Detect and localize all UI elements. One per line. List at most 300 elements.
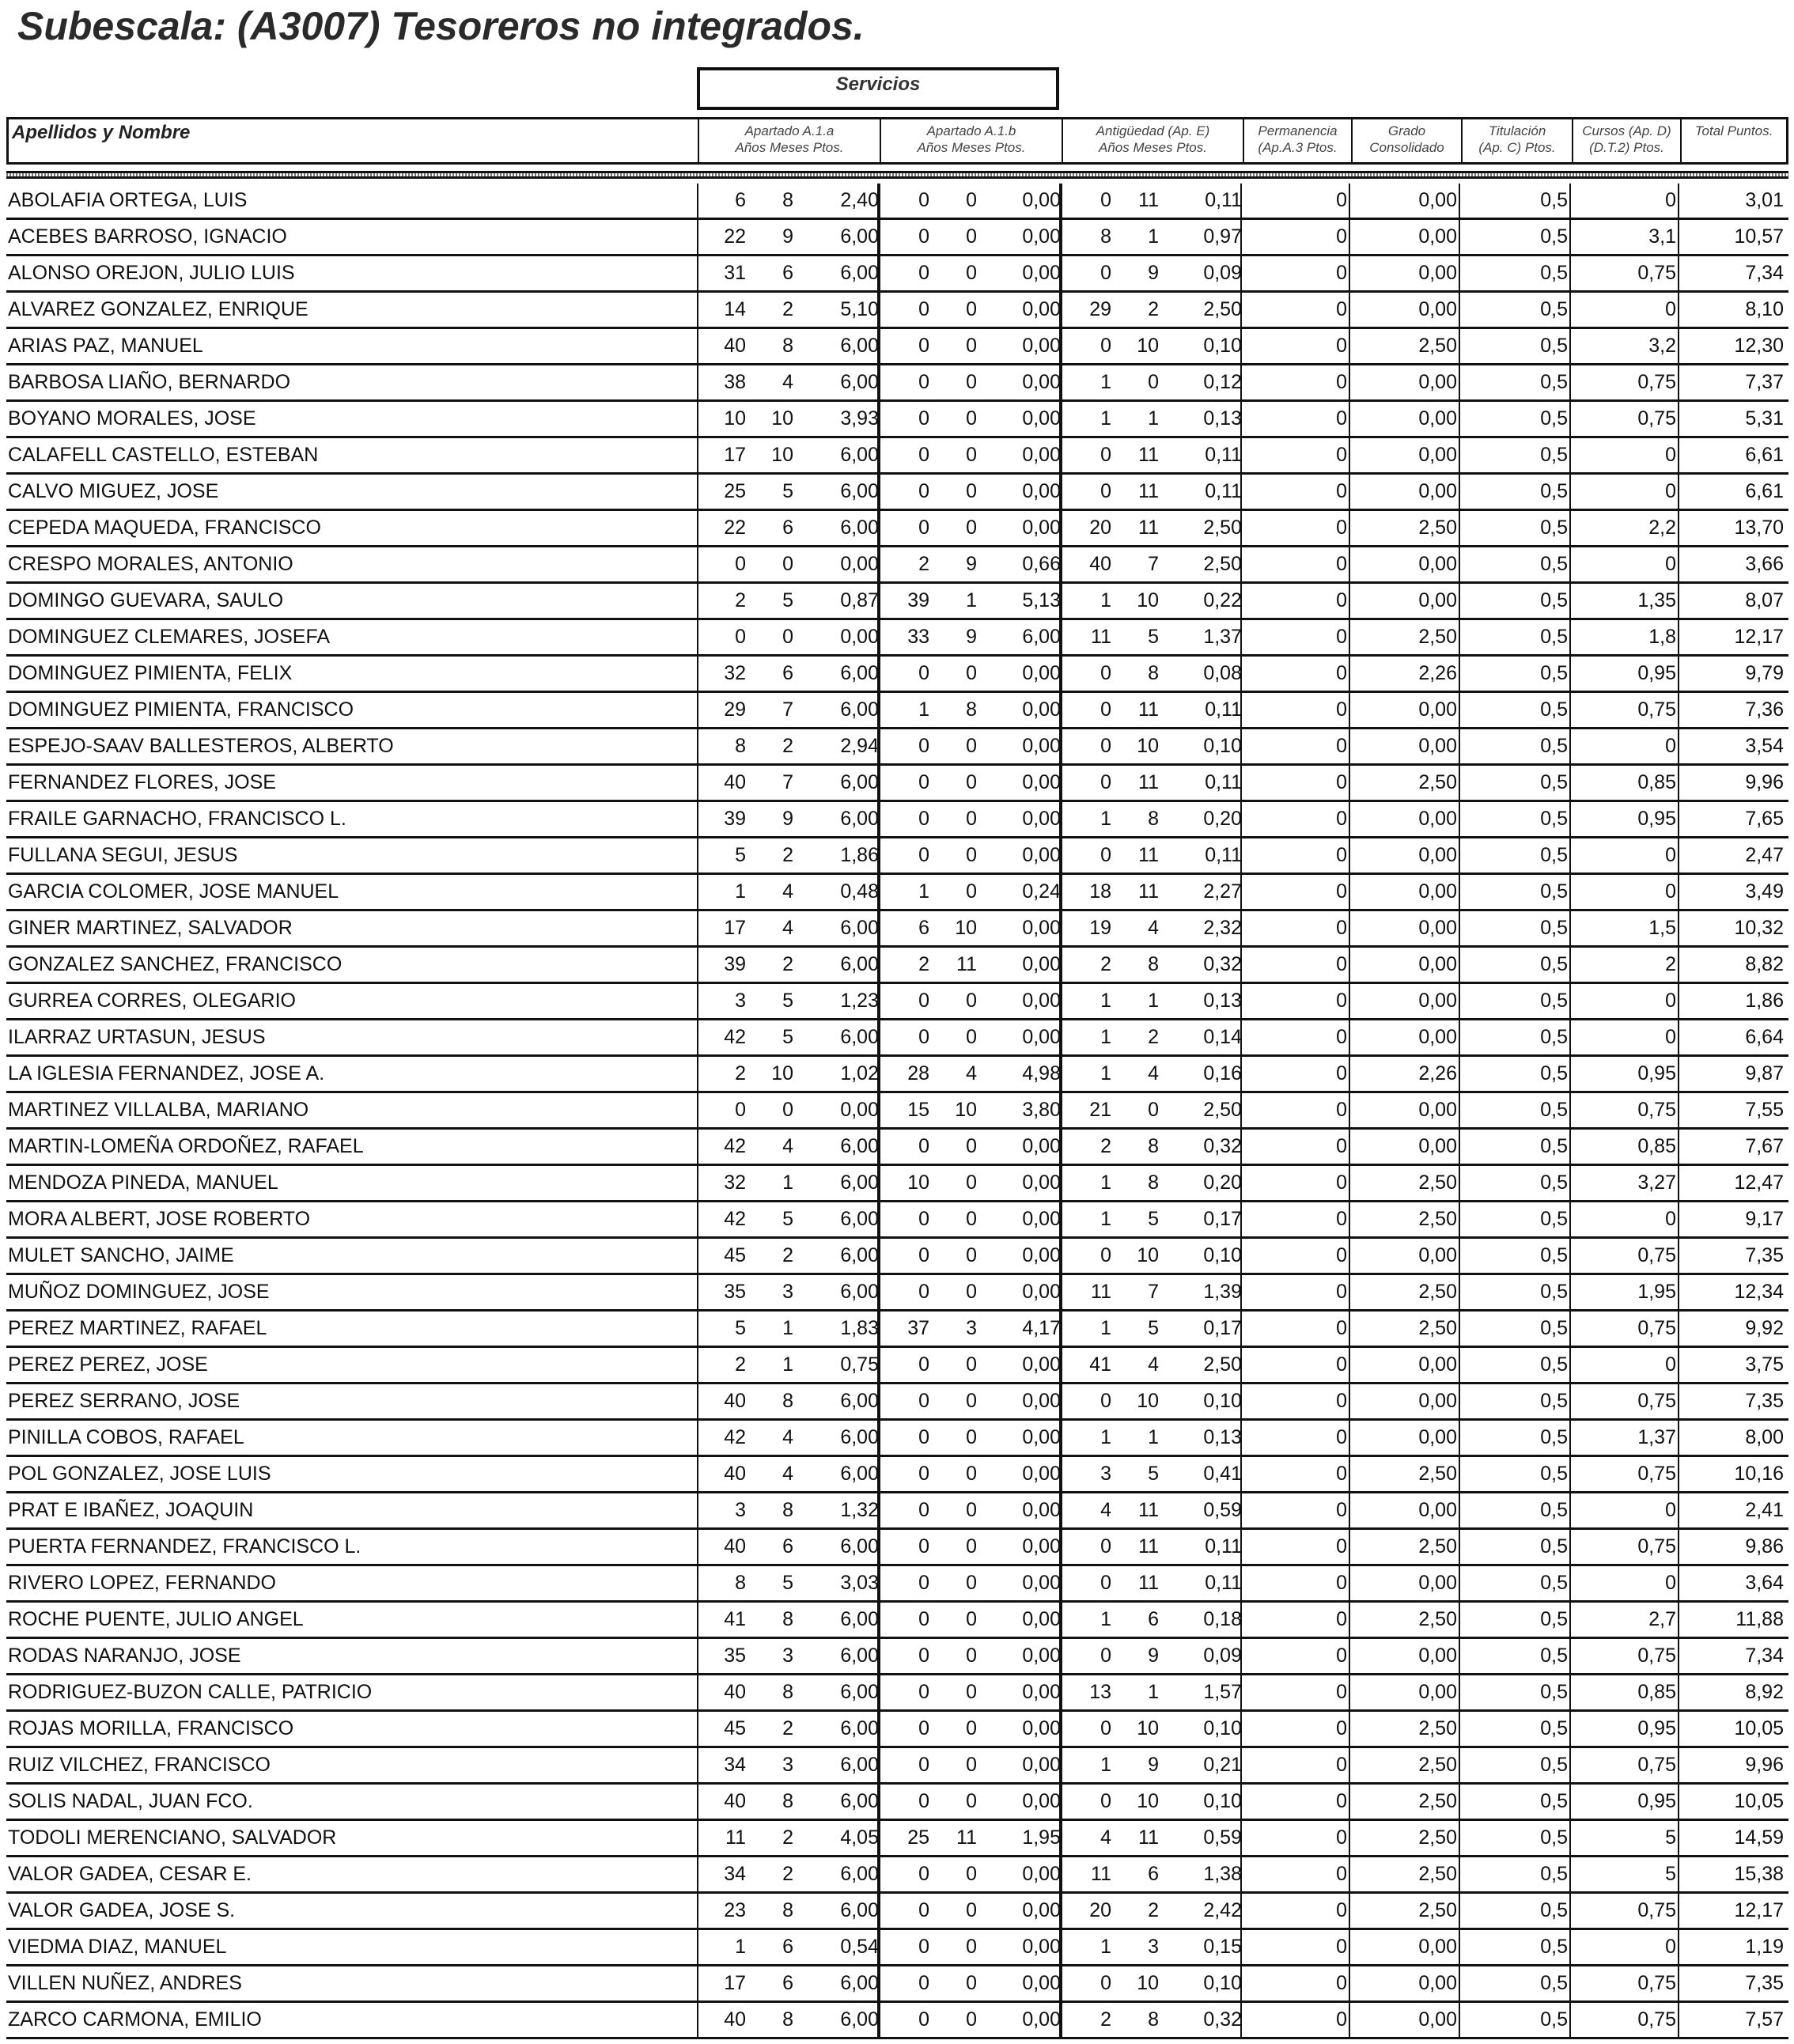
cell-perm: 0: [1336, 844, 1347, 866]
cell-group-a: [697, 1603, 879, 1637]
cell-a-ptos: 5,10: [840, 298, 879, 320]
table-row: [6, 1130, 1788, 1166]
cell-group-b: [879, 1675, 1061, 1709]
table-row: [6, 2003, 1788, 2039]
cell-total: 6,61: [1745, 444, 1784, 466]
cell-grado: 0,00: [1418, 698, 1457, 721]
cell-total: 1,19: [1745, 1936, 1784, 1958]
cell-grado: 0,00: [1418, 262, 1457, 284]
cell-group-e: [1061, 2003, 1242, 2037]
cell-e-meses: 10: [1137, 735, 1159, 757]
cell-name: SOLIS NADAL, JUAN FCO.: [8, 1790, 253, 1812]
header-perm-line1: Permanencia: [1258, 123, 1338, 138]
cell-perm: 0: [1336, 553, 1347, 575]
cell-a-ptos: 6,00: [840, 1645, 879, 1667]
cell-perm: 0: [1336, 808, 1347, 830]
table-row: [6, 911, 1788, 948]
cell-perm: 0: [1336, 189, 1347, 211]
cell-e-anos: 0: [1100, 1972, 1111, 1994]
cell-cursos: 3,27: [1637, 1172, 1676, 1194]
cell-e-meses: 7: [1148, 553, 1159, 575]
cell-tit: 0,5: [1540, 990, 1568, 1012]
cell-b-ptos: 0,00: [1022, 225, 1061, 248]
cell-group-b: [879, 256, 1061, 290]
cell-e-meses: 7: [1148, 1281, 1159, 1303]
table-row: [6, 1748, 1788, 1785]
cell-total: 7,67: [1745, 1135, 1784, 1157]
cell-total: 10,57: [1734, 225, 1784, 248]
cell-name: CEPEDA MAQUEDA, FRANCISCO: [8, 517, 321, 539]
cell-a-ptos: 4,05: [840, 1826, 879, 1849]
cell-cursos: 0,75: [1637, 407, 1676, 430]
header-total-puntos: [1682, 119, 1786, 162]
cell-grado: 0,00: [1418, 407, 1457, 430]
cell-group-a: [697, 1348, 879, 1382]
cell-grado: 2,26: [1418, 662, 1457, 684]
cell-tit: 0,5: [1540, 1899, 1568, 1921]
cell-a-ptos: 6,00: [840, 517, 879, 539]
cell-group-b: [879, 1348, 1061, 1382]
cell-e-ptos: 0,14: [1203, 1026, 1242, 1048]
cell-group-e: [1061, 1712, 1242, 1746]
cell-a-anos: 40: [724, 335, 746, 357]
cell-group-a: [697, 1130, 879, 1164]
cell-group-e: [1061, 1785, 1242, 1819]
cell-b-anos: 15: [907, 1099, 929, 1121]
cell-grado: 2,50: [1418, 771, 1457, 793]
cell-e-anos: 0: [1100, 1717, 1111, 1739]
cell-grado: 2,26: [1418, 1062, 1457, 1084]
cell-grado: 2,50: [1418, 1463, 1457, 1485]
cell-perm: 0: [1336, 1099, 1347, 1121]
cell-a-anos: 39: [724, 953, 746, 975]
cell-grado: 2,50: [1418, 626, 1457, 648]
cell-b-meses: 0: [966, 262, 977, 284]
cell-group-b: [879, 1857, 1061, 1891]
cell-group-b: [879, 1130, 1061, 1164]
cell-a-anos: 2: [735, 1062, 746, 1084]
cell-e-anos: 4: [1100, 1826, 1111, 1849]
cell-a-anos: 29: [724, 698, 746, 721]
cell-perm: 0: [1336, 1972, 1347, 1994]
cell-group-b: [879, 1493, 1061, 1527]
cell-a-ptos: 0,54: [840, 1936, 879, 1958]
table-row: [6, 1421, 1788, 1457]
cell-a-ptos: 6,00: [840, 1244, 879, 1266]
cell-a-meses: 8: [782, 189, 793, 211]
cell-cursos: 0: [1665, 1572, 1676, 1594]
cell-perm: 0: [1336, 1426, 1347, 1448]
cell-e-anos: 21: [1089, 1099, 1111, 1121]
cell-group-a: [697, 1312, 879, 1346]
cell-a-anos: 25: [724, 480, 746, 502]
cell-a-anos: 42: [724, 1135, 746, 1157]
cell-grado: 2,50: [1418, 335, 1457, 357]
cell-total: 8,07: [1745, 589, 1784, 611]
cell-cursos: 0: [1665, 735, 1676, 757]
cell-tit: 0,5: [1540, 1208, 1568, 1230]
cell-grado: 2,50: [1418, 1608, 1457, 1630]
cell-b-meses: 0: [966, 1426, 977, 1448]
cell-tit: 0,5: [1540, 1608, 1568, 1630]
table-row: [6, 1675, 1788, 1712]
cell-b-meses: 10: [955, 1099, 977, 1121]
cell-b-ptos: 0,00: [1022, 1281, 1061, 1303]
cell-a-meses: 8: [782, 1390, 793, 1412]
cell-name: ALVAREZ GONZALEZ, ENRIQUE: [8, 298, 308, 320]
cell-name: CALVO MIGUEZ, JOSE: [8, 480, 219, 502]
cell-group-e: [1061, 1748, 1242, 1782]
cell-e-ptos: 0,13: [1203, 990, 1242, 1012]
cell-grado: 0,00: [1418, 953, 1457, 975]
cell-a-anos: 17: [724, 917, 746, 939]
cell-grado: 2,50: [1418, 1317, 1457, 1339]
cell-group-a: [697, 329, 879, 363]
table-row: [6, 1493, 1788, 1530]
cell-tit: 0,5: [1540, 1353, 1568, 1376]
cell-cursos: 0: [1665, 1026, 1676, 1048]
cell-b-ptos: 0,00: [1022, 1572, 1061, 1594]
cell-a-anos: 41: [724, 1608, 746, 1630]
cell-total: 8,00: [1745, 1426, 1784, 1448]
cell-group-a: [697, 1966, 879, 2000]
cell-group-b: [879, 475, 1061, 509]
cell-b-ptos: 0,00: [1022, 189, 1061, 211]
cell-b-meses: 0: [966, 517, 977, 539]
cell-perm: 0: [1336, 1754, 1347, 1776]
cell-e-meses: 11: [1138, 698, 1159, 721]
cell-b-meses: 0: [966, 225, 977, 248]
cell-a-ptos: 6,00: [840, 335, 879, 357]
table-row: [6, 547, 1788, 584]
cell-e-anos: 11: [1091, 1281, 1111, 1303]
table-row: [6, 1384, 1788, 1421]
cell-group-e: [1061, 729, 1242, 763]
cell-name: ILARRAZ URTASUN, JESUS: [8, 1026, 266, 1048]
cell-tit: 0,5: [1540, 335, 1568, 357]
cell-a-anos: 8: [735, 735, 746, 757]
cell-perm: 0: [1336, 1208, 1347, 1230]
cell-cursos: 0: [1665, 1208, 1676, 1230]
cell-a-anos: 34: [724, 1863, 746, 1885]
cell-perm: 0: [1336, 1172, 1347, 1194]
cell-group-e: [1061, 1603, 1242, 1637]
cell-cursos: 0,95: [1637, 1717, 1676, 1739]
cell-e-meses: 10: [1137, 1244, 1159, 1266]
cell-b-meses: 1: [966, 589, 977, 611]
cell-b-ptos: 4,98: [1022, 1062, 1061, 1084]
cell-b-anos: 1: [918, 880, 929, 903]
cell-tit: 0,5: [1540, 1135, 1568, 1157]
cell-tit: 0,5: [1540, 735, 1568, 757]
cell-b-ptos: 0,24: [1022, 880, 1061, 903]
cell-group-a: [697, 729, 879, 763]
cell-cursos: 0,75: [1637, 1645, 1676, 1667]
cell-b-anos: 39: [907, 589, 929, 611]
cell-b-meses: 0: [966, 1535, 977, 1558]
cell-a-meses: 8: [782, 1681, 793, 1703]
cell-a-ptos: 6,00: [840, 662, 879, 684]
cell-total: 7,57: [1745, 2008, 1784, 2031]
cell-a-meses: 8: [782, 335, 793, 357]
cell-group-e: [1061, 475, 1242, 509]
cell-e-anos: 8: [1100, 225, 1111, 248]
cell-b-anos: 0: [918, 1499, 929, 1521]
cell-group-a: [697, 475, 879, 509]
cell-e-meses: 11: [1138, 771, 1159, 793]
cell-b-anos: 0: [918, 1972, 929, 1994]
cell-group-b: [879, 1566, 1061, 1600]
cell-e-ptos: 0,21: [1203, 1754, 1242, 1776]
cell-grado: 0,00: [1418, 2008, 1457, 2031]
cell-tit: 0,5: [1540, 1390, 1568, 1412]
cell-group-e: [1061, 1312, 1242, 1346]
table-row: [6, 1894, 1788, 1930]
cell-tit: 0,5: [1540, 444, 1568, 466]
header-perm-line2: (Ap.A.3 Ptos.: [1258, 140, 1338, 155]
cell-e-anos: 0: [1100, 1535, 1111, 1558]
cell-perm: 0: [1336, 1645, 1347, 1667]
cell-grado: 2,50: [1418, 1790, 1457, 1812]
cell-e-meses: 11: [1138, 1826, 1159, 1849]
cell-b-ptos: 6,00: [1022, 626, 1061, 648]
table-row: [6, 657, 1788, 693]
cell-b-ptos: 0,00: [1022, 371, 1061, 393]
cell-tit: 0,5: [1540, 1972, 1568, 1994]
cell-e-ptos: 0,13: [1203, 1426, 1242, 1448]
cell-b-anos: 0: [918, 1608, 929, 1630]
cell-total: 6,61: [1745, 480, 1784, 502]
cell-e-anos: 0: [1100, 771, 1111, 793]
cell-group-a: [697, 547, 879, 581]
cell-e-ptos: 1,39: [1203, 1281, 1242, 1303]
cell-group-e: [1061, 220, 1242, 254]
cell-b-meses: 0: [966, 1936, 977, 1958]
cell-tit: 0,5: [1540, 1645, 1568, 1667]
cell-a-meses: 8: [782, 1899, 793, 1921]
cell-b-meses: 0: [966, 1972, 977, 1994]
cell-b-anos: 2: [918, 953, 929, 975]
cell-a-meses: 8: [782, 1790, 793, 1812]
cell-name: TODOLI MERENCIANO, SALVADOR: [8, 1826, 337, 1849]
cell-name: CRESPO MORALES, ANTONIO: [8, 553, 293, 575]
table-row: [6, 1202, 1788, 1239]
cell-group-e: [1061, 365, 1242, 399]
cell-cursos: 2: [1665, 953, 1676, 975]
cell-group-a: [697, 1457, 879, 1491]
table-row: [6, 184, 1788, 220]
cell-a-meses: 3: [782, 1754, 793, 1776]
cell-total: 7,35: [1745, 1390, 1784, 1412]
cell-a-ptos: 2,40: [840, 189, 879, 211]
cell-group-a: [697, 802, 879, 836]
cell-a-meses: 1: [782, 1317, 793, 1339]
cell-e-ptos: 0,18: [1203, 1608, 1242, 1630]
cell-total: 12,47: [1734, 1172, 1784, 1194]
cell-total: 7,55: [1745, 1099, 1784, 1121]
table-row: [6, 802, 1788, 838]
cell-a-anos: 40: [724, 2008, 746, 2031]
cell-group-b: [879, 1239, 1061, 1273]
cell-total: 9,87: [1745, 1062, 1784, 1084]
cell-a-anos: 5: [735, 1317, 746, 1339]
cell-group-e: [1061, 693, 1242, 727]
cell-group-a: [697, 948, 879, 982]
cell-cursos: 0,85: [1637, 1135, 1676, 1157]
cell-e-meses: 11: [1138, 1535, 1159, 1558]
cell-tit: 0,5: [1540, 1244, 1568, 1266]
cell-b-ptos: 0,00: [1022, 1754, 1061, 1776]
cell-grado: 2,50: [1418, 1717, 1457, 1739]
cell-grado: 0,00: [1418, 480, 1457, 502]
cell-group-a: [697, 1530, 879, 1564]
cell-group-b: [879, 657, 1061, 691]
cell-e-meses: 5: [1148, 626, 1159, 648]
cell-b-anos: 1: [918, 698, 929, 721]
cell-a-meses: 5: [782, 1026, 793, 1048]
cell-e-anos: 41: [1089, 1353, 1111, 1376]
cell-group-e: [1061, 948, 1242, 982]
cell-group-a: [697, 1675, 879, 1709]
cell-a-ptos: 6,00: [840, 1281, 879, 1303]
table-row: [6, 729, 1788, 766]
cell-b-anos: 0: [918, 1899, 929, 1921]
cell-name: ROJAS MORILLA, FRANCISCO: [8, 1717, 294, 1739]
cell-total: 15,38: [1734, 1863, 1784, 1885]
header-ant-line2: Años Meses Ptos.: [1098, 140, 1207, 155]
cell-a-ptos: 3,03: [840, 1572, 879, 1594]
cell-group-e: [1061, 511, 1242, 545]
cell-b-meses: 0: [966, 1717, 977, 1739]
cell-b-anos: 0: [918, 371, 929, 393]
cell-total: 7,35: [1745, 1244, 1784, 1266]
cell-b-meses: 0: [966, 407, 977, 430]
cell-tit: 0,5: [1540, 1826, 1568, 1849]
table-row: [6, 948, 1788, 984]
cell-e-anos: 1: [1100, 371, 1111, 393]
servicios-group-header: Servicios: [697, 67, 1059, 110]
cell-b-anos: 0: [918, 1244, 929, 1266]
cell-b-meses: 0: [966, 662, 977, 684]
cell-name: POL GONZALEZ, JOSE LUIS: [8, 1463, 271, 1485]
cell-name: PUERTA FERNANDEZ, FRANCISCO L.: [8, 1535, 361, 1558]
cell-b-ptos: 0,00: [1022, 1608, 1061, 1630]
table-row: [6, 984, 1788, 1020]
cell-e-anos: 1: [1100, 589, 1111, 611]
cell-cursos: 0,75: [1637, 1972, 1676, 1994]
cell-b-ptos: 0,00: [1022, 771, 1061, 793]
cell-e-meses: 4: [1148, 917, 1159, 939]
table-row: [6, 1530, 1788, 1566]
cell-a-meses: 7: [782, 698, 793, 721]
cell-b-anos: 0: [918, 1281, 929, 1303]
cell-name: MENDOZA PINEDA, MANUEL: [8, 1172, 278, 1194]
cell-grado: 2,50: [1418, 517, 1457, 539]
cell-e-ptos: 0,20: [1203, 808, 1242, 830]
cell-perm: 0: [1336, 225, 1347, 248]
cell-a-anos: 42: [724, 1026, 746, 1048]
cell-total: 12,17: [1734, 626, 1784, 648]
cell-group-a: [697, 1639, 879, 1673]
cell-e-meses: 9: [1148, 262, 1159, 284]
cell-b-anos: 0: [918, 1426, 929, 1448]
cell-b-anos: 0: [918, 771, 929, 793]
cell-a-ptos: 0,87: [840, 589, 879, 611]
cell-e-ptos: 0,09: [1203, 262, 1242, 284]
cell-b-ptos: 0,00: [1022, 1645, 1061, 1667]
cell-b-ptos: 0,00: [1022, 1426, 1061, 1448]
cell-group-b: [879, 693, 1061, 727]
cell-group-e: [1061, 1821, 1242, 1855]
cell-b-meses: 0: [966, 1463, 977, 1485]
cell-b-meses: 0: [966, 1172, 977, 1194]
cell-b-anos: 0: [918, 1572, 929, 1594]
cell-b-meses: 4: [966, 1062, 977, 1084]
cell-b-ptos: 0,00: [1022, 444, 1061, 466]
cell-tit: 0,5: [1540, 298, 1568, 320]
cell-tit: 0,5: [1540, 1863, 1568, 1885]
cell-e-anos: 1: [1100, 990, 1111, 1012]
cell-group-e: [1061, 547, 1242, 581]
cell-e-ptos: 2,50: [1203, 1353, 1242, 1376]
cell-e-ptos: 0,11: [1205, 771, 1242, 793]
cell-e-meses: 8: [1148, 1172, 1159, 1194]
table-row: [6, 1457, 1788, 1493]
cell-group-a: [697, 1748, 879, 1782]
cell-name: GURREA CORRES, OLEGARIO: [8, 990, 296, 1012]
cell-a-ptos: 6,00: [840, 1208, 879, 1230]
cell-name: PEREZ SERRANO, JOSE: [8, 1390, 240, 1412]
cell-grado: 0,00: [1418, 1353, 1457, 1376]
cell-total: 10,05: [1734, 1717, 1784, 1739]
cell-group-e: [1061, 875, 1242, 909]
cell-group-a: [697, 657, 879, 691]
cell-e-anos: 1: [1100, 1426, 1111, 1448]
cell-a-ptos: 0,00: [840, 626, 879, 648]
cell-e-anos: 0: [1100, 1645, 1111, 1667]
cell-group-e: [1061, 1457, 1242, 1491]
cell-name: PEREZ PEREZ, JOSE: [8, 1353, 208, 1376]
header-antiguedad: [1063, 119, 1244, 162]
cell-name: VILLEN NUÑEZ, ANDRES: [8, 1972, 242, 1994]
cell-tit: 0,5: [1540, 1099, 1568, 1121]
cell-a-meses: 6: [782, 517, 793, 539]
cell-b-anos: 0: [918, 1353, 929, 1376]
cell-total: 3,75: [1745, 1353, 1784, 1376]
cell-e-meses: 8: [1148, 953, 1159, 975]
cell-b-meses: 0: [966, 1390, 977, 1412]
cell-b-ptos: 0,00: [1022, 335, 1061, 357]
cell-b-ptos: 1,95: [1022, 1826, 1061, 1849]
cell-a-anos: 5: [735, 844, 746, 866]
cell-e-meses: 9: [1148, 1754, 1159, 1776]
cell-e-ptos: 0,10: [1203, 1244, 1242, 1266]
cell-grado: 0,00: [1418, 990, 1457, 1012]
cell-b-ptos: 0,00: [1022, 844, 1061, 866]
cell-e-ptos: 2,50: [1203, 298, 1242, 320]
cell-group-e: [1061, 620, 1242, 654]
cell-name: DOMINGUEZ CLEMARES, JOSEFA: [8, 626, 331, 648]
cell-total: 8,82: [1745, 953, 1784, 975]
cell-group-a: [697, 1275, 879, 1309]
cell-e-ptos: 0,10: [1203, 1972, 1242, 1994]
cell-b-ptos: 0,00: [1022, 407, 1061, 430]
header-cursos: [1573, 119, 1682, 162]
cell-group-a: [697, 984, 879, 1018]
table-row: [6, 1566, 1788, 1603]
cell-tit: 0,5: [1540, 1936, 1568, 1958]
cell-b-ptos: 0,00: [1022, 298, 1061, 320]
